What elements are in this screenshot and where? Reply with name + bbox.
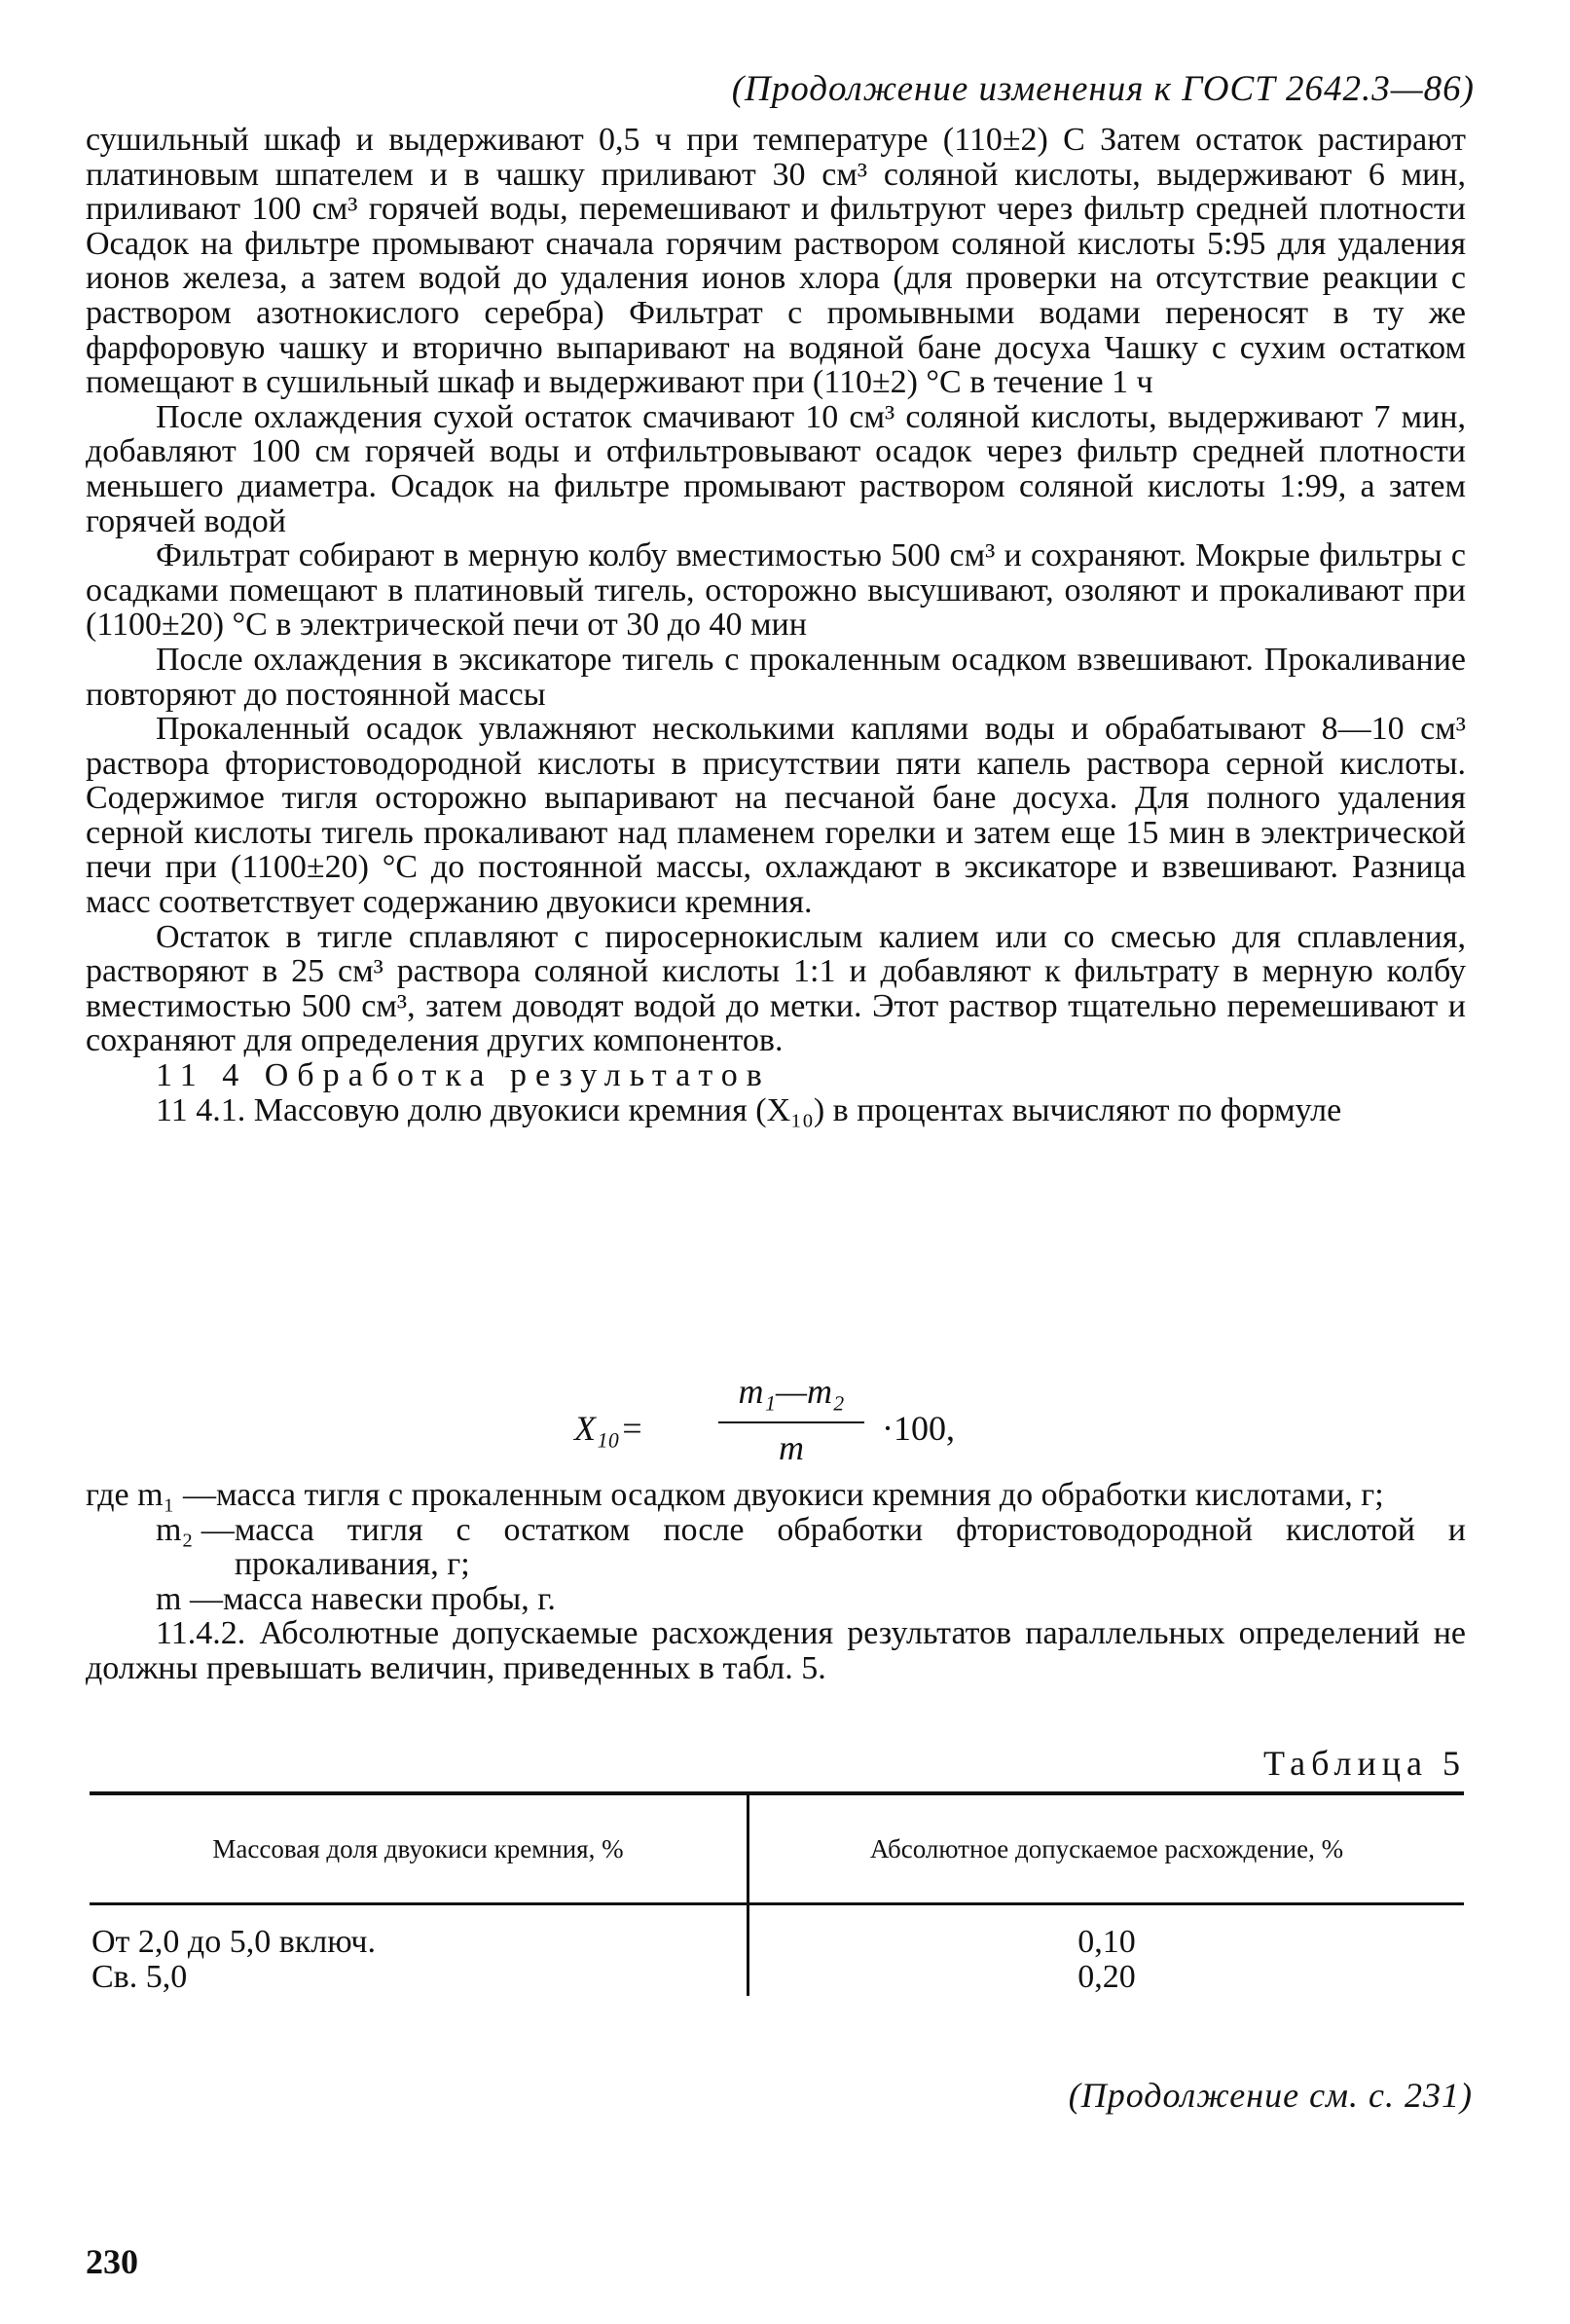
body-text [86, 123, 1466, 1127]
formula-fraction [718, 1371, 864, 1468]
formula-multiplier: ·100, [882, 1409, 955, 1448]
paragraph: Остаток в тигле сплавляют с пиросернокислым калием или со смесью для сплавления, растворяют в 25 см³ раствора соляной кислоты 1:1 и добавляют к фильтрату в мерную колбу вместимостью 500 см³, затем доводят водой до метки. Этот раствор тщательно перемешивают и сохраняют для определения других компонентов. [86, 918, 1466, 1059]
fraction-bar [718, 1421, 864, 1423]
definition-m2 [86, 1513, 1466, 1582]
definitions [86, 1478, 1466, 1686]
page-number: 230 [86, 2242, 138, 2281]
formula-lhs: X₁₀= [574, 1409, 644, 1448]
definition-text: масса тигля с прокаленным осадком двуокиси кремния до обработки кислотами, г; [215, 1477, 1384, 1513]
definition-text: масса навески пробы, г. [222, 1580, 556, 1617]
formula-numerator: m₁—m₂ [738, 1372, 845, 1411]
table-header-cell: Массовая доля двуокиси кремния, % [90, 1793, 748, 1904]
table-cell [90, 1904, 748, 1997]
definition-symbol: где m₁ — [86, 1477, 216, 1513]
table-header-row [90, 1793, 1464, 1904]
running-header: (Продолжение изменения к ГОСТ 2642.3—86) [731, 69, 1475, 109]
table-header-cell: Абсолютное допускаемое расхождение, % [748, 1793, 1465, 1904]
table-title: Таблица 5 [1263, 1744, 1466, 1783]
row-value: 0,20 [1077, 1959, 1136, 1995]
definition-symbol: m — [156, 1580, 223, 1617]
definition-m1 [86, 1478, 1466, 1513]
table-row [90, 1904, 1464, 1997]
paragraph: Прокаленный осадок увлажняют несколькими каплями воды и обрабатывают 8—10 см³ раствора фтористоводородной кислоты в присутствии пяти капель раствора серной кислоты. Содержимое тигля осторожно выпаривают на песчаной бане досуха. Для полного удаления серной кислоты тигель прокаливают над пламенем горелки и затем еще 15 мин в электрической печи при (1100±20) °С до постоянной массы, охлаждают в эксикаторе и взвешивают. Разница масс соответствует содержанию двуокиси кремния. [86, 711, 1466, 921]
clause-11-4-1: 11 4.1. Массовую долю двуокиси кремния (X₁₀) в процентах вычисляют по формуле [156, 1091, 1342, 1128]
definition-symbol: m₂ — [156, 1511, 235, 1548]
definition-text: масса тигля с остатком после обработки фтористоводородной кислотой и прокаливания, г; [234, 1511, 1466, 1583]
table-5 [90, 1791, 1464, 1996]
formula-denominator: m [779, 1428, 804, 1467]
definition-m [86, 1582, 1466, 1617]
row-range: От 2,0 до 5,0 включ. [91, 1924, 376, 1960]
paragraph: После охлаждения в эксикаторе тигель с прокаленным осадком взвешивают. Прокаливание повторяют до постоянной массы [86, 641, 1466, 713]
paragraph: сушильный шкаф и выдерживают 0,5 ч при температуре (110±2) С Затем остаток растирают платиновым шпателем и в чашку приливают 30 см³ соляной кислоты, выдерживают 6 мин, приливают 100 см³ горячей воды, перемешивают и фильтруют через фильтр средней плотности Осадок на фильтре промывают сначала горячим раствором соляной кислоты 5:95 для удаления ионов железа, а затем водой до удаления ионов хлора (для проверки на отсутствие реакции с раствором азотнокислого серебра) Фильтрат с промывными водами переносят в ту же фарфоровую чашку и вторично выпаривают на водяной бане досуха Чашку с сухим остатком помещают в сушильный шкаф и выдерживают при (110±2) °С в течение 1 ч [86, 122, 1466, 401]
paragraph: После охлаждения сухой остаток смачивают 10 см³ соляной кислоты, выдерживают 7 мин, добавляют 100 см горячей воды и отфильтровывают осадок через фильтр средней плотности меньшего диаметра. Осадок на фильтре промывают раствором соляной кислоты 1:99, а затем горячей водой [86, 398, 1466, 539]
row-range: Св. 5,0 [91, 1959, 188, 1995]
continued-note: (Продолжение см. с. 231) [1068, 2076, 1473, 2115]
clause-11-4-2: 11.4.2. Абсолютные допускаемые расхождения результатов параллельных определений не должны превышать величин, приведенных в табл. 5. [86, 1615, 1466, 1686]
formula [574, 1371, 1080, 1478]
row-value: 0,10 [1077, 1924, 1136, 1960]
paragraph: Фильтрат собирают в мерную колбу вместимостью 500 см³ и сохраняют. Мокрые фильтры с осадками помещают в платиновый тигель, осторожно высушивают, озоляют и прокаливают при (1100±20) °С в электрической печи от 30 до 40 мин [86, 537, 1466, 644]
table-cell [748, 1904, 1465, 1997]
section-heading: 11 4 Обработка результатов [156, 1057, 771, 1094]
